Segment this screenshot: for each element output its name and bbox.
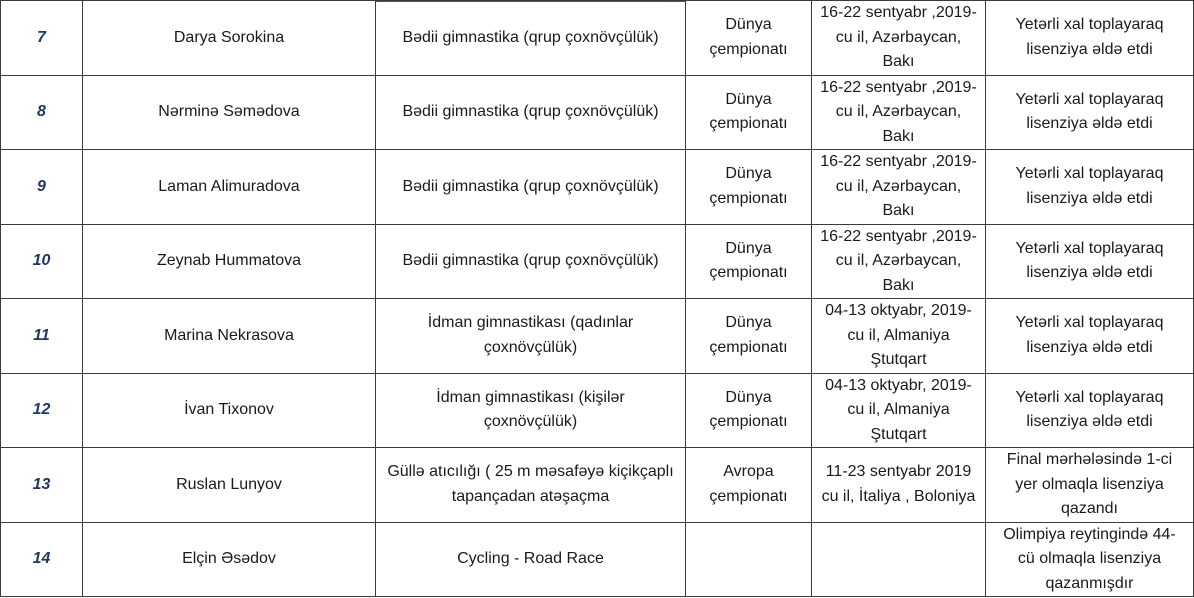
athlete-name-cell[interactable]: Marina Nekrasova [83,299,376,374]
athlete-name-cell[interactable]: Zeynab Hummatova [83,224,376,299]
row-number-cell[interactable]: 14 [1,522,83,597]
athlete-name-cell[interactable]: Ruslan Lunyov [83,448,376,523]
event-cell[interactable]: Dünya çempionatı [686,75,812,150]
result-cell[interactable]: Final mərhələsində 1-ci yer olmaqla lisenziya qazandı [986,448,1194,523]
result-cell[interactable]: Yetərli xal toplayaraq lisenziya əldə etdi [986,150,1194,225]
event-cell[interactable]: Avropa çempionatı [686,448,812,523]
athlete-name-cell[interactable]: Nərminə Səmədova [83,75,376,150]
row-number-cell[interactable]: 12 [1,373,83,448]
athlete-name-cell[interactable]: Elçin Əsədov [83,522,376,597]
row-number-cell[interactable]: 10 [1,224,83,299]
table-body [1,1,1194,597]
date-location-cell[interactable]: 04-13 oktyabr, 2019- cu il, Almaniya Ştutqart [812,299,986,374]
table-row [1,299,1194,374]
table-row [1,75,1194,150]
date-location-cell[interactable]: 11-23 sentyabr 2019 cu il, İtaliya , Boloniya [812,448,986,523]
sport-discipline-cell[interactable]: Bədii gimnastika (qrup çoxnövçülük) [376,224,686,299]
athlete-name-cell[interactable]: Darya Sorokina [83,1,376,76]
result-cell[interactable]: Yetərli xal toplayaraq lisenziya əldə etdi [986,299,1194,374]
date-location-cell[interactable]: 04-13 oktyabr, 2019- cu il, Almaniya Ştutqart [812,373,986,448]
date-location-cell[interactable]: 16-22 sentyabr ,2019- cu il, Azərbaycan, Bakı [812,224,986,299]
event-cell[interactable]: Dünya çempionatı [686,1,812,76]
event-cell[interactable] [686,522,812,597]
event-cell[interactable]: Dünya çempionatı [686,224,812,299]
table-row [1,522,1194,597]
row-number-cell[interactable]: 7 [1,1,83,76]
sport-discipline-cell[interactable]: Güllə atıcılığı ( 25 m məsafəyə kiçikçaplı tapançadan atəşaçma [376,448,686,523]
table-row [1,373,1194,448]
row-number-cell[interactable]: 9 [1,150,83,225]
event-cell[interactable]: Dünya çempionatı [686,299,812,374]
athlete-name-cell[interactable]: İvan Tixonov [83,373,376,448]
result-cell[interactable]: Yetərli xal toplayaraq lisenziya əldə etdi [986,75,1194,150]
date-location-cell[interactable]: 16-22 sentyabr ,2019- cu il, Azərbaycan, Bakı [812,1,986,76]
row-number-cell[interactable]: 8 [1,75,83,150]
result-cell[interactable]: Yetərli xal toplayaraq lisenziya əldə etdi [986,224,1194,299]
sport-discipline-cell[interactable]: Bədii gimnastika (qrup çoxnövçülük) [376,150,686,225]
sport-discipline-cell[interactable]: İdman gimnastikası (qadınlar çoxnövçülük) [376,299,686,374]
event-cell[interactable]: Dünya çempionatı [686,373,812,448]
event-cell[interactable]: Dünya çempionatı [686,150,812,225]
athlete-name-cell[interactable]: Laman Alimuradova [83,150,376,225]
row-number-cell[interactable]: 13 [1,448,83,523]
table-row [1,224,1194,299]
date-location-cell[interactable] [812,522,986,597]
date-location-cell[interactable]: 16-22 sentyabr ,2019- cu il, Azərbaycan, Bakı [812,75,986,150]
table-row [1,1,1194,76]
sport-discipline-cell[interactable]: İdman gimnastikası (kişilər çoxnövçülük) [376,373,686,448]
date-location-cell[interactable]: 16-22 sentyabr ,2019- cu il, Azərbaycan, Bakı [812,150,986,225]
sport-discipline-cell[interactable]: Bədii gimnastika (qrup çoxnövçülük) [376,75,686,150]
result-cell[interactable]: Yetərli xal toplayaraq lisenziya əldə etdi [986,1,1194,76]
result-cell[interactable]: Yetərli xal toplayaraq lisenziya əldə etdi [986,373,1194,448]
table-row [1,448,1194,523]
sport-discipline-cell[interactable]: Bədii gimnastika (qrup çoxnövçülük) [376,1,686,76]
table-row [1,150,1194,225]
row-number-cell[interactable]: 11 [1,299,83,374]
result-cell[interactable]: Olimpiya reytingində 44- cü olmaqla lisenziya qazanmışdır [986,522,1194,597]
sport-discipline-cell[interactable]: Cycling - Road Race [376,522,686,597]
